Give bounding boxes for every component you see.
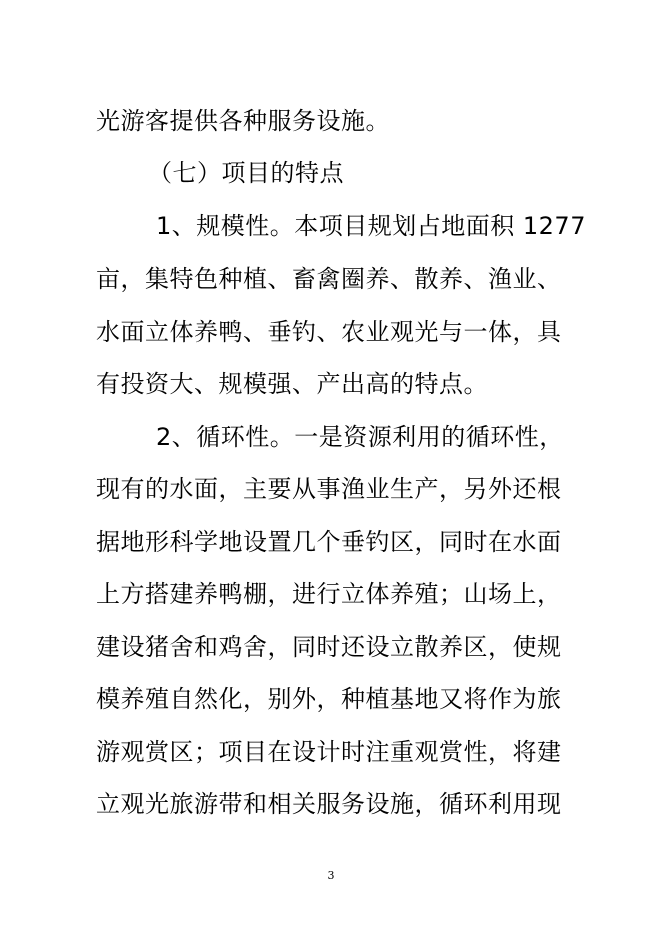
text-line: 建设猪舍和鸡舍，同时还设立散养区，使规 (96, 633, 562, 661)
text-line: 水面立体养鸭、垂钓、农业观光与一体，具 (96, 318, 562, 346)
page-number: 3 (327, 869, 335, 882)
text-line: 据地形科学地设置几个垂钓区，同时在水面 (96, 528, 562, 556)
text-line: 立观光旅游带和相关服务设施，循环利用现 (96, 790, 562, 818)
section-heading: （七）项目的特点 (148, 159, 344, 187)
text-line: 亩，集特色种植、畜禽圈养、散养、渔业、 (96, 265, 562, 293)
text-line: 2、循环性。一是资源利用的循环性， (156, 423, 564, 451)
text-line: 游观赏区；项目在设计时注重观赏性，将建 (96, 738, 562, 766)
text-line: 有投资大、规模强、产出高的特点。 (96, 370, 488, 398)
text-line: 上方搭建养鸭棚，进行立体养殖；山场上， (96, 580, 562, 608)
text-line: 1、规模性。本项目规划占地面积 1277 (156, 212, 586, 240)
text-line: 模养殖自然化，别外，种植基地又将作为旅 (96, 685, 562, 713)
text-line: 现有的水面，主要从事渔业生产，另外还根 (96, 475, 562, 503)
text-line: 光游客提供各种服务设施。 (96, 107, 390, 135)
